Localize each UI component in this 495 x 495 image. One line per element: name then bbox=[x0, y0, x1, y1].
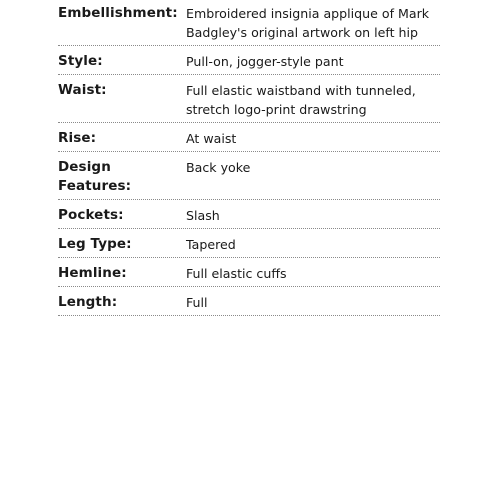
spec-value: Slash bbox=[186, 208, 220, 223]
spec-row-length bbox=[58, 293, 440, 316]
spec-value: Full bbox=[186, 295, 208, 310]
spec-row-rise bbox=[58, 129, 440, 152]
spec-row-embellishment bbox=[58, 4, 440, 46]
spec-label: Style: bbox=[58, 53, 103, 69]
spec-value: Back yoke bbox=[186, 160, 251, 175]
product-spec-table bbox=[58, 4, 440, 322]
spec-label: Rise: bbox=[58, 130, 97, 146]
spec-row-style bbox=[58, 52, 440, 75]
spec-label: Hemline: bbox=[58, 265, 127, 281]
spec-label: Design Features: bbox=[58, 159, 132, 194]
spec-label: Length: bbox=[58, 294, 118, 310]
spec-value: Full elastic cuffs bbox=[186, 266, 287, 281]
spec-row-design-features bbox=[58, 158, 440, 200]
spec-row-hemline bbox=[58, 264, 440, 287]
spec-label: Pockets: bbox=[58, 207, 124, 223]
spec-value: Tapered bbox=[186, 237, 236, 252]
spec-value: Full elastic waistband with tunneled, stretch logo-print drawstring bbox=[186, 83, 416, 117]
spec-label: Leg Type: bbox=[58, 236, 132, 252]
spec-label: Waist: bbox=[58, 82, 107, 98]
spec-value: Embroidered insignia applique of Mark Badgley's original artwork on left hip bbox=[186, 6, 430, 40]
spec-value: Pull-on, jogger-style pant bbox=[186, 54, 344, 69]
spec-row-leg-type bbox=[58, 235, 440, 258]
spec-row-pockets bbox=[58, 206, 440, 229]
spec-label: Embellishment: bbox=[58, 5, 178, 21]
spec-value: At waist bbox=[186, 131, 237, 146]
spec-row-waist bbox=[58, 81, 440, 123]
